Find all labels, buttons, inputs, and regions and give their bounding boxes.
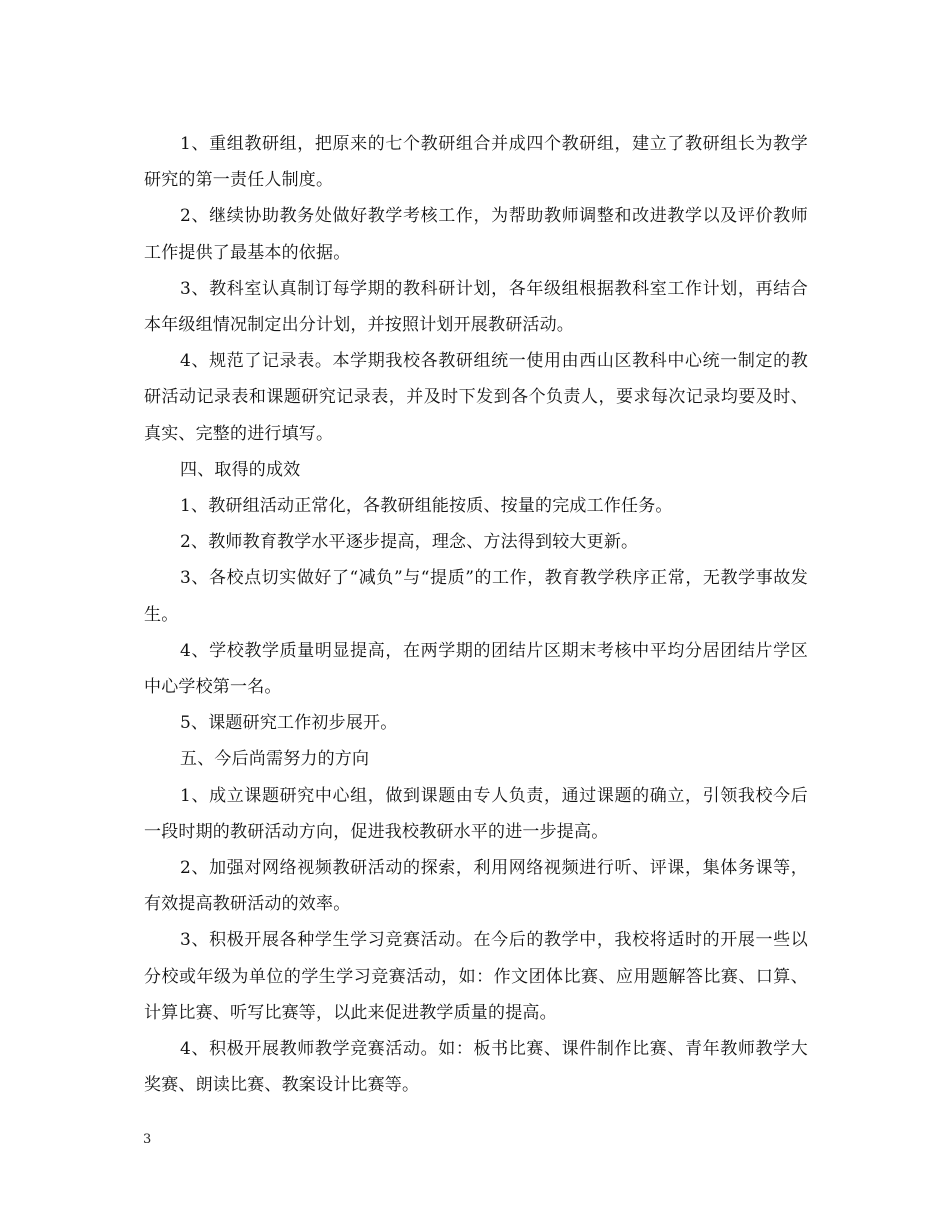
section-heading: 四、取得的成效 — [180, 459, 301, 480]
paragraph: 2、加强对网络视频教研活动的探索，利用网络视频进行听、评课，集体务课等，有效提高教研活动的效率。 — [144, 858, 808, 915]
paragraph: 2、教师教育教学水平逐步提高，理念、方法得到较大更新。 — [180, 532, 639, 553]
page-number: 3 — [143, 1132, 152, 1147]
paragraph: 1、重组教研组，把原来的七个教研组合并成四个教研组，建立了教研组长为教学研究的第一责任人制度。 — [144, 134, 808, 191]
paragraph: 1、成立课题研究中心组，做到课题由专人负责，通过课题的确立，引领我校今后一段时期的教研活动方向，促进我校教研水平的进一步提高。 — [144, 785, 808, 842]
paragraph: 1、教研组活动正常化，各教研组能按质、按量的完成工作任务。 — [180, 496, 673, 517]
paragraph: 5、课题研究工作初步展开。 — [180, 713, 398, 734]
paragraph: 3、各校点切实做好了“减负”与“提质”的工作，教育教学秩序正常，无教学事故发生。 — [144, 568, 808, 625]
section-heading: 五、今后尚需努力的方向 — [180, 749, 370, 770]
paragraph: 3、积极开展各种学生学习竞赛活动。在今后的教学中，我校将适时的开展一些以分校或年级为单位的学生学习竞赛活动，如：作文团体比赛、应用题解答比赛、口算、计算比赛、听写比赛等，以此来促进教学质量的提高。 — [144, 930, 808, 1023]
paragraph: 4、规范了记录表。本学期我校各教研组统一使用由西山区教科中心统一制定的教研活动记录表和课题研究记录表，并及时下发到各个负责人，要求每次记录均要及时、真实、完整的进行填写。 — [144, 351, 808, 444]
paragraph: 3、教科室认真制订每学期的教科研计划，各年级组根据教科室工作计划，再结合本年级组情况制定出分计划，并按照计划开展教研活动。 — [144, 278, 808, 336]
paragraph: 4、学校教学质量明显提高，在两学期的团结片区期末考核中平均分居团结片学区中心学校第一名。 — [144, 640, 808, 698]
paragraph: 4、积极开展教师教学竞赛活动。如：板书比赛、课件制作比赛、青年教师教学大奖赛、朗读比赛、教案设计比赛等。 — [144, 1039, 808, 1096]
document-body — [144, 126, 808, 1103]
paragraph: 2、继续协助教务处做好教学考核工作，为帮助教师调整和改进教学以及评价教师工作提供了最基本的依据。 — [144, 206, 808, 263]
